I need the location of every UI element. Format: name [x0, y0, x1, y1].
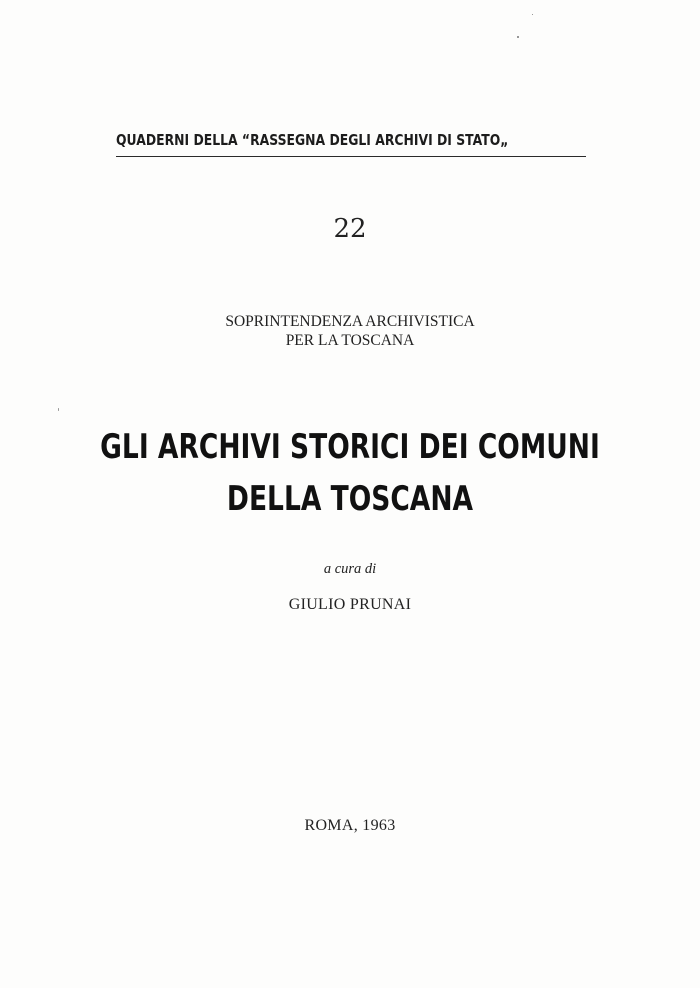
book-title-line-2: DELLA TOSCANA	[226, 479, 474, 519]
paper-speck	[532, 14, 533, 15]
volume-number: 22	[333, 214, 367, 244]
book-title-line-1: GLI ARCHIVI STORICI DEI COMUNI	[100, 427, 600, 467]
book-title	[0, 421, 700, 525]
editor-name: GIULIO PRUNAI	[288, 596, 412, 613]
publisher-line-2: PER LA TOSCANA	[285, 332, 415, 349]
editor-label: a cura di	[323, 561, 377, 577]
series-title: QUADERNI DELLA “RASSEGNA DEGLI ARCHIVI DI STATO„	[116, 131, 509, 149]
paper-speck	[517, 36, 519, 38]
publisher-block	[0, 312, 700, 350]
imprint-place-year: ROMA, 1963	[304, 817, 396, 834]
paper-speck	[58, 408, 59, 411]
series-underline-rule	[116, 156, 586, 157]
publisher-line-1: SOPRINTENDENZA ARCHIVISTICA	[225, 313, 475, 330]
